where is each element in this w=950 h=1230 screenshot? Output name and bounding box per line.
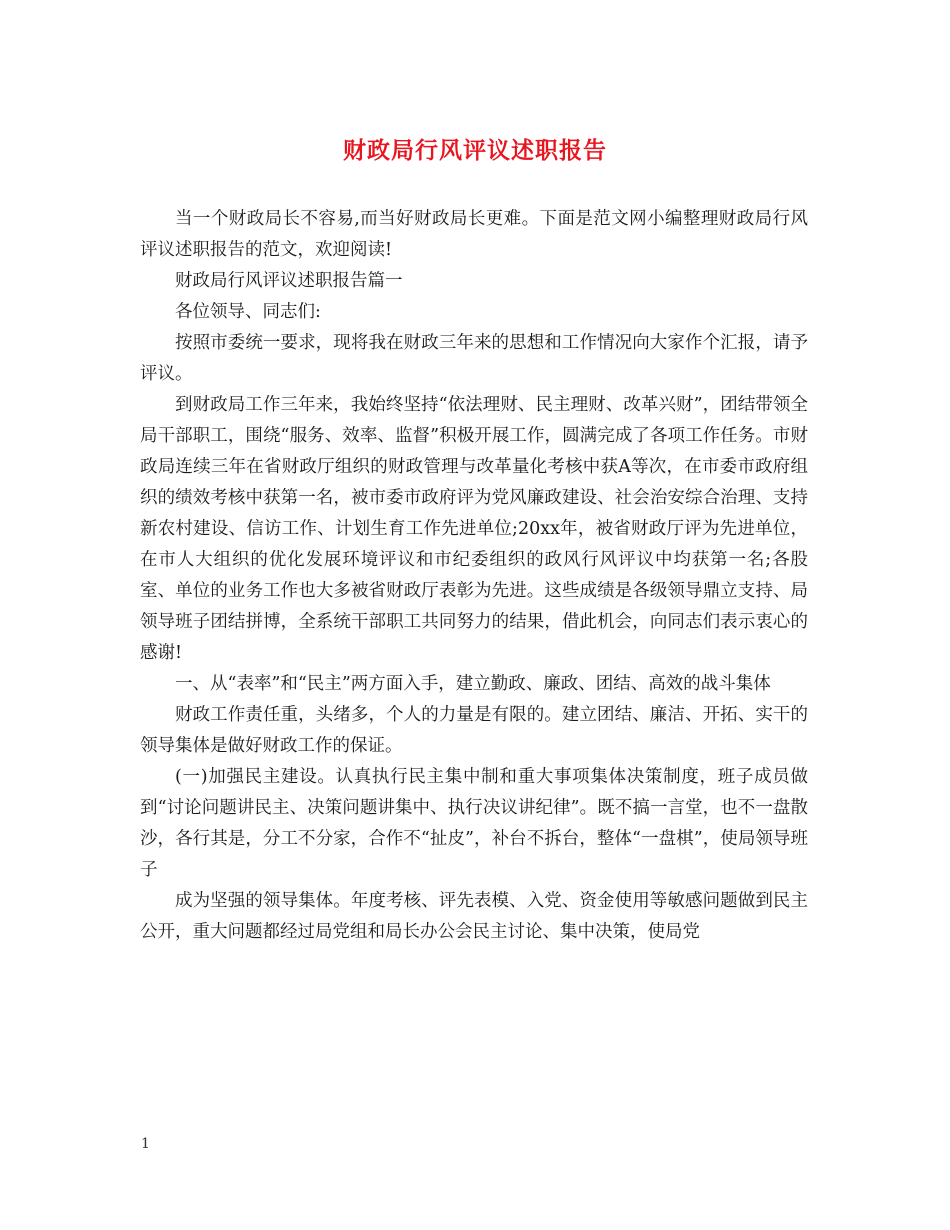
paragraph-achievements: 到财政局工作三年来，我始终坚持“依法理财、民主理财、改革兴财”，团结带领全局干部职工，围绕“服务、效率、监督”积极开展工作，圆满完成了各项工作任务。市财政局连续三年在省财政厅组织的财政管理与改革量化考核中获A等次，在市委市政府组织的绩效考核中获第一名，被市委市政府评为党风廉政建设、社会治安综合治理、支持新农村建设、信访工作、计划生育工作先进单位;20xx年，被省财政厅评为先进单位，在市人大组织的优化发展环境评议和市纪委组织的政风行风评议中均获第一名;各股室、单位的业务工作也大多被省财政厅表彰为先进。这些成绩是各级领导鼎立支持、局领导班子团结拼博，全系统干部职工共同努力的结果，借此机会，向同志们表示衷心的感谢!	[140, 395, 808, 663]
paragraph-salutation: 各位领导、同志们:	[175, 302, 321, 322]
page-number: 1	[141, 1136, 150, 1152]
paragraph-opening: 按照市委统一要求，现将我在财政三年来的思想和工作情况向大家作个汇报，请予评议。	[140, 333, 808, 384]
paragraph-intro: 当一个财政局长不容易,而当好财政局长更难。下面是范文网小编整理财政局行风评议述职报告的范文，欢迎阅读!	[140, 209, 808, 260]
paragraph-leadership: 成为坚强的领导集体。年度考核、评先表模、入党、资金使用等敏感问题做到民主公开，重大问题都经过局党组和局长办公会民主讨论、集中决策，使局党	[140, 891, 808, 942]
paragraph-section-heading: 财政局行风评议述职报告篇一	[175, 271, 403, 291]
paragraph-heading-one: 一、从“表率”和“民主”两方面入手，建立勤政、廉政、团结、高效的战斗集体	[175, 674, 771, 694]
document-title: 财政局行风评议述职报告	[343, 137, 607, 164]
paragraph-democracy: (一)加强民主建设。认真执行民主集中制和重大事项集体决策制度，班子成员做到“讨论问题讲民主、决策问题讲集中、执行决议讲纪律”。既不搞一言堂，也不一盘散沙，各行其是，分工不分家，合作不“扯皮”，补台不拆台，整体“一盘棋”，使局领导班子	[140, 767, 808, 880]
paragraph-responsibility: 财政工作责任重，头绪多，个人的力量是有限的。建立团结、廉洁、开拓、实干的领导集体是做好财政工作的保证。	[140, 705, 808, 756]
document-body	[140, 204, 808, 948]
